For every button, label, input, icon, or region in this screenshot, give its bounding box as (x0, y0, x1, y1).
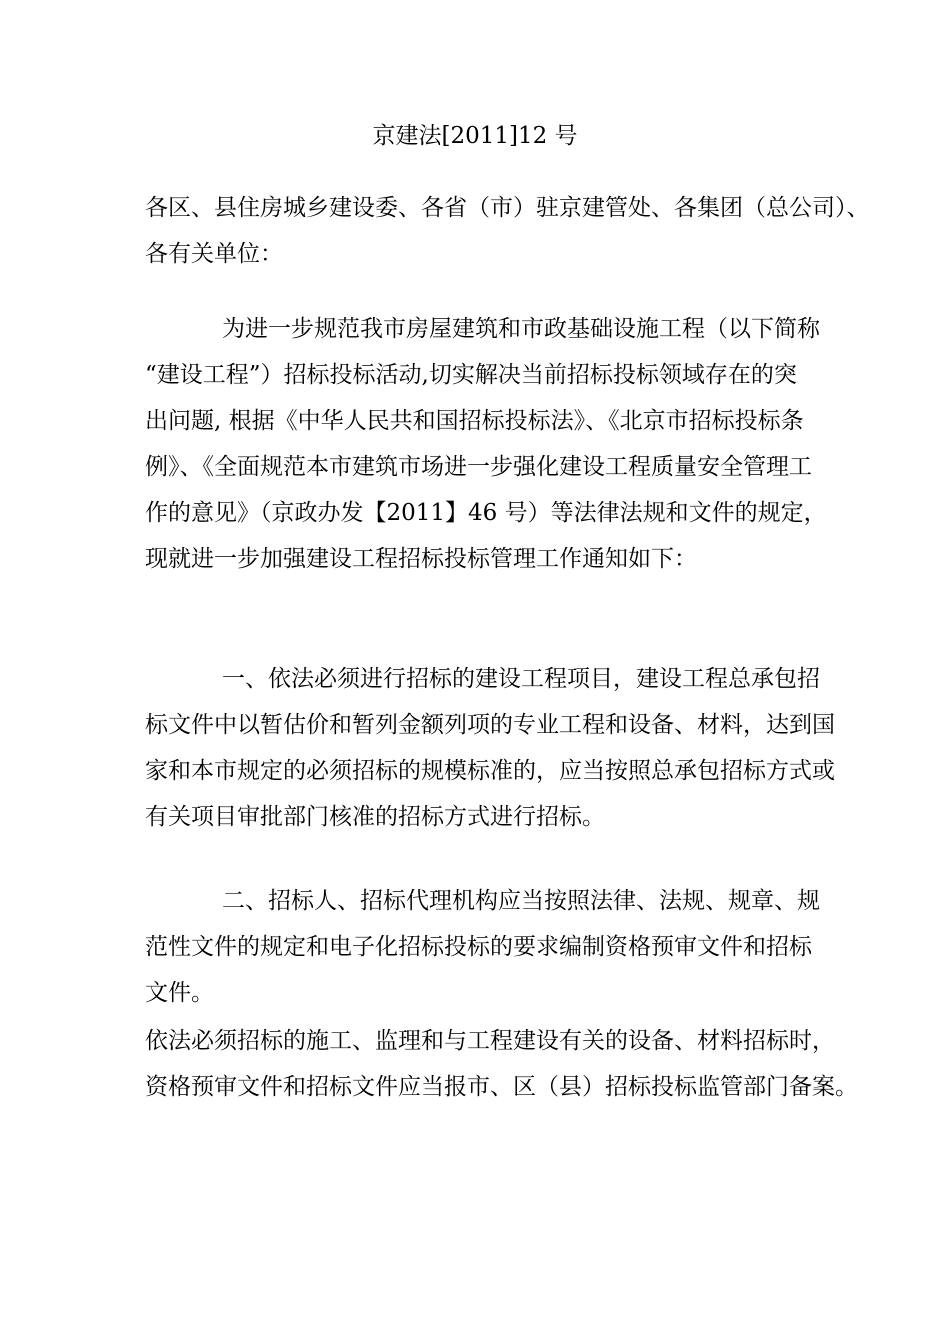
text-line: 二、招标人、招标代理机构应当按照法律、法规、规章、规 (222, 888, 820, 914)
text-line: 为进一步规范我市房屋建筑和市政基础设施工程（以下简称 (222, 316, 820, 342)
text-line: 各有关单位： (145, 241, 283, 267)
text-line: 有关项目审批部门核准的招标方式进行招标。 (145, 804, 605, 830)
addressee-paragraph (145, 185, 870, 277)
text-line: 作的意见》（京政办发【2011】46 号）等法律法规和文件的规定， (145, 500, 827, 526)
text-line: “建设工程”）招标投标活动,切实解决当前招标投标领域存在的突 (145, 362, 797, 388)
text-line: 标文件中以暂估价和暂列金额列项的专业工程和设备、材料，达到国 (145, 712, 835, 738)
text-line: 现就进一步加强建设工程招标投标管理工作通知如下： (145, 546, 697, 572)
text-line: 依法必须招标的施工、监理和与工程建设有关的设备、材料招标时， (145, 1028, 835, 1054)
text-line: 文件。 (145, 980, 214, 1006)
text-line: 一、依法必须进行招标的建设工程项目，建设工程总承包招 (222, 666, 820, 692)
text-line: 出问题, 根据《中华人民共和国招标投标法》、《北京市招标投标条 (145, 408, 804, 434)
text-line: 例》、《全面规范本市建筑市场进一步强化建设工程质量安全管理工 (145, 454, 812, 480)
text-line: 各区、县住房城乡建设委、各省（市）驻京建管处、各集团（总公司）、 (145, 195, 870, 221)
text-line: 范性文件的规定和电子化招标投标的要求编制资格预审文件和招标 (145, 934, 812, 960)
item-2-paragraph (145, 878, 820, 1016)
item-1-paragraph (145, 656, 835, 840)
intro-paragraph (145, 306, 827, 582)
document-number: 京建法[2011]12 号 (372, 123, 578, 149)
text-line: 资格预审文件和招标文件应当报市、区（县）招标投标监管部门备案。 (145, 1074, 858, 1100)
item-2-continuation-paragraph (145, 1018, 858, 1110)
text-line: 家和本市规定的必须招标的规模标准的，应当按照总承包招标方式或 (145, 758, 835, 784)
